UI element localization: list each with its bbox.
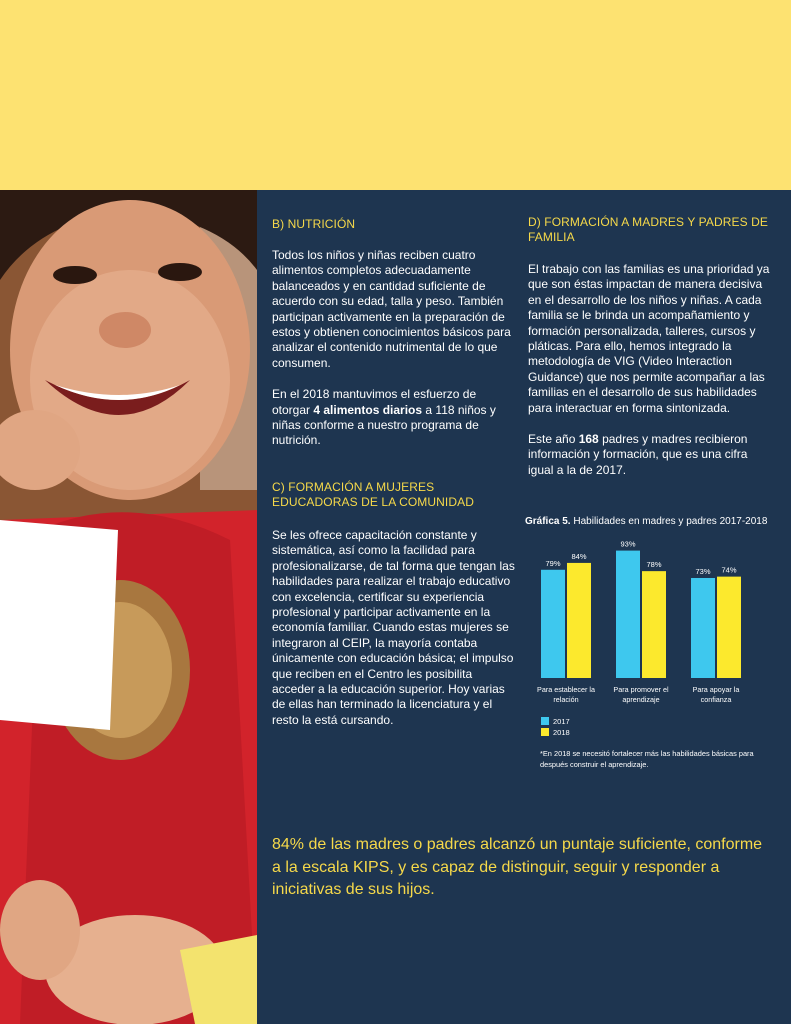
legend-label-2017: 2017 [553,717,570,726]
category-label-1: relación [553,695,579,704]
bar-label-2018-3: 74% [721,565,737,575]
bar-2017-1 [541,570,565,678]
category-label-2: aprendizaje [622,695,660,704]
nutricion-paragraph-1: Todos los niños y niñas reciben cuatro alimentos completos adecuadamente balanceados y en cantidad suficiente de acuerdo con su edad, talla y peso. También participan activamente en la preparación de estos y obtienen conocimientos básicos para analizar el contenido nutrimental de lo que consumen. [272,248,511,370]
category-label-3: confianza [700,695,732,704]
skills-bar-chart [525,530,785,750]
section-title-padres: D) FORMACIÓN A MADRES Y PADRES DE FAMILIA [528,215,769,244]
nutricion-p2-bold: 4 alimentos diarios [313,402,423,417]
bar-2018-1 [567,563,591,678]
chart-title [525,516,767,527]
bar-2018-3 [717,577,741,678]
legend-label-2018: 2018 [553,728,570,737]
chart-footnote: *En 2018 se necesitó fortalecer más las habilidades básicas para después construir el aprendizaje. [540,749,754,769]
nutricion-paragraph-2 [272,387,514,449]
bar-label-2018-2: 78% [646,560,662,570]
bar-2017-3 [691,578,715,678]
nutricion-p2-post: a 118 niños y niñas conforme a nuestro programa de nutrición. [272,402,496,448]
category-label-3: Para apoyar la [692,685,740,694]
padres-p2-pre: Este año [528,432,579,447]
nutricion-text [272,248,514,449]
section-title-nutricion: B) NUTRICIÓN [272,217,356,231]
bar-label-2017-3: 73% [695,566,711,576]
child-photo [0,190,257,1024]
padres-paragraph-1: El trabajo con las familias es una prioridad ya que son éstas impactan de manera decisiva en el desarrollo de los niños y niñas. A cada familia se le brinda un acompañamiento y formación personalizada, talleres, cursos y pláticas. Para ello, hemos integrado la metodología de VIG (Video Interaction Guidance) que nos permite acompañar a las familias en el desarrollo de sus habilidades para interactuar en forma sintonizada. [528,262,770,415]
bar-label-2017-1: 79% [545,558,561,568]
padres-p2-post: padres y madres recibieron información y formación, que es una cifra igual a la de 2017. [528,432,748,477]
nutricion-p2-pre: En el 2018 mantuvimos el esfuerzo de otorgar [272,387,477,417]
bar-2018-2 [642,571,666,678]
legend-swatch-2017 [541,717,549,725]
chart-title-text: Habilidades en madres y padres 2017-2018 [573,516,768,527]
bar-label-2018-1: 84% [571,551,587,561]
padres-p2-bold: 168 [578,432,599,447]
legend-swatch-2018 [541,728,549,736]
bar-2017-2 [616,551,640,678]
category-label-2: Para promover el [613,685,669,694]
mujeres-text [272,528,516,728]
bar-label-2017-2: 93% [620,539,636,549]
highlight-statement: 84% de las madres o padres alcanzó un puntaje suficiente, conforme a la escala KIPS, y es capaz de distinguir, seguir y responder a iniciativas de sus hijos. [272,836,763,898]
padres-paragraph-2 [528,432,776,478]
chart-title-prefix: Gráfica 5. [525,516,571,527]
section-title-mujeres: C) FORMACIÓN A MUJERES EDUCADORAS DE LA COMUNIDAD [272,480,474,509]
mujeres-paragraph-1: Se les ofrece capacitación constante y sistemática, así como la facilidad para profesionalizarse, de tal forma que tengan las habilidades para realizar el trabajo educativo con excelencia, certificar su experiencia profesional y participar activamente en la economía familiar. Cuando estas mujeres se integraron al CEIP, la mayoría contaba únicamente con educación básica; el impulso que reciben en el Centro les posibilita acceder a la educación superior. Hoy varias de ellas han terminado la licenciatura y el resto la está cursando. [272,528,515,727]
top-yellow-band [0,0,791,190]
category-label-1: Para establecer la [537,685,595,694]
padres-text [528,262,776,478]
